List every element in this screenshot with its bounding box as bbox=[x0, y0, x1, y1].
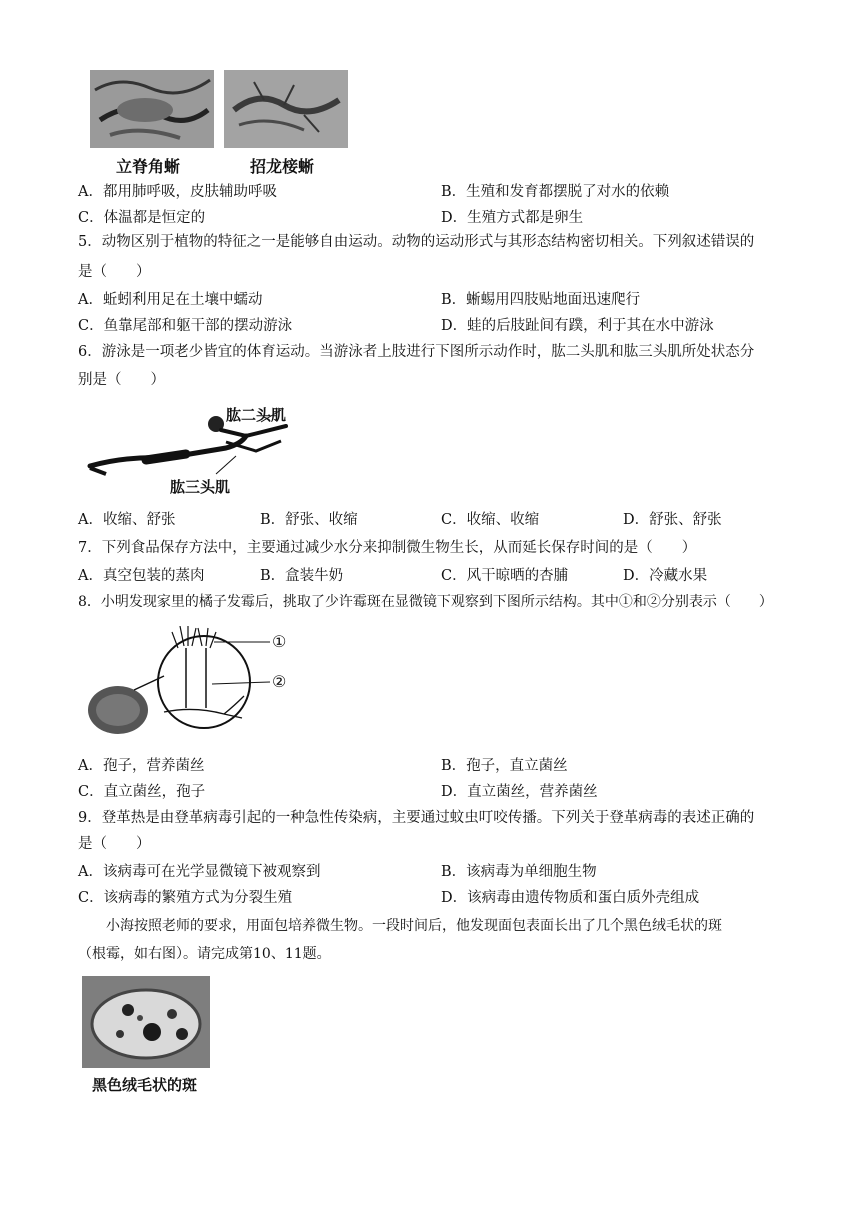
q9-stem-line2: 是（ ） bbox=[78, 836, 151, 852]
q8-option-b: B．孢子，直立菌丝 bbox=[441, 758, 568, 774]
q4-option-d: D．生殖方式都是卵生 bbox=[441, 210, 584, 226]
lizard-photo-right-drawing bbox=[224, 70, 348, 148]
mold-microscope-figure bbox=[84, 626, 294, 741]
q8-option-d: D．直立菌丝，营养菌丝 bbox=[441, 784, 598, 800]
q8-stem: 8．小明发现家里的橘子发霉后，挑取了少许霉斑在显微镜下观察到下图所示结构。其中①和②分别表示（ ） bbox=[78, 594, 773, 610]
marker-1: ① bbox=[272, 632, 287, 651]
q6-option-d: D．舒张、舒张 bbox=[623, 512, 722, 528]
figure-caption-left: 立脊角蜥 bbox=[116, 157, 181, 176]
q6-option-c: C．收缩、收缩 bbox=[441, 512, 540, 528]
lizard-photo-left-drawing bbox=[90, 70, 214, 148]
q6-stem-line1: 6．游泳是一项老少皆宜的体育运动。当游泳者上肢进行下图所示动作时，肱二头肌和肱三头肌所处状态分 bbox=[78, 344, 755, 360]
label-biceps: 肱二头肌 bbox=[226, 406, 287, 424]
q9-option-a: A．该病毒可在光学显微镜下被观察到 bbox=[78, 864, 321, 880]
label-triceps: 肱三头肌 bbox=[170, 478, 231, 496]
q7-option-d: D．冷藏水果 bbox=[623, 568, 708, 584]
q8-option-a: A．孢子，营养菌丝 bbox=[78, 758, 205, 774]
q6-option-b: B．舒张、收缩 bbox=[260, 512, 358, 528]
lizard-photo-right bbox=[224, 70, 348, 148]
q6-stem-line2: 别是（ ） bbox=[78, 372, 165, 388]
marker-2: ② bbox=[272, 672, 287, 691]
q5-option-c: C．鱼靠尾部和躯干部的摆动游泳 bbox=[78, 318, 293, 334]
q5-stem-line2: 是（ ） bbox=[78, 264, 151, 280]
q5-option-b: B．蜥蜴用四肢贴地面迅速爬行 bbox=[441, 292, 641, 308]
q7-option-b: B．盒装牛奶 bbox=[260, 568, 344, 584]
passage-line1: 小海按照老师的要求，用面包培养微生物。一段时间后，他发现面包表面长出了几个黑色绒毛状的斑 bbox=[106, 918, 722, 934]
q7-option-c: C．风干晾晒的杏脯 bbox=[441, 568, 569, 584]
lizard-photo-left bbox=[90, 70, 214, 148]
q9-option-c: C．该病毒的繁殖方式为分裂生殖 bbox=[78, 890, 293, 906]
q5-option-a: A．蚯蚓利用足在土壤中蠕动 bbox=[78, 292, 263, 308]
bread-mold-caption: 黑色绒毛状的斑 bbox=[92, 1076, 198, 1094]
bread-mold-drawing bbox=[82, 976, 210, 1068]
passage-line2: （根霉，如右图）。请完成第10、11题。 bbox=[78, 946, 331, 962]
q9-stem-line1: 9．登革热是由登革病毒引起的一种急性传染病，主要通过蚊虫叮咬传播。下列关于登革病毒的表述正确的 bbox=[78, 810, 755, 826]
q7-option-a: A．真空包装的蒸肉 bbox=[78, 568, 205, 584]
bread-mold-photo bbox=[82, 976, 210, 1068]
q6-option-a: A．收缩、舒张 bbox=[78, 512, 176, 528]
q4-option-a: A．都用肺呼吸，皮肤辅助呼吸 bbox=[78, 184, 277, 200]
q4-option-c: C．体温都是恒定的 bbox=[78, 210, 206, 226]
q8-option-c: C．直立菌丝，孢子 bbox=[78, 784, 206, 800]
q9-option-d: D．该病毒由遗传物质和蛋白质外壳组成 bbox=[441, 890, 700, 906]
q5-stem-line1: 5．动物区别于植物的特征之一是能够自由运动。动物的运动形式与其形态结构密切相关。下列叙述错误的 bbox=[78, 234, 755, 250]
q9-option-b: B．该病毒为单细胞生物 bbox=[441, 864, 597, 880]
figure-caption-right: 招龙椄蜥 bbox=[250, 157, 315, 176]
q4-option-b: B．生殖和发育都摆脱了对水的依赖 bbox=[441, 184, 670, 200]
q7-stem: 7．下列食品保存方法中，主要通过减少水分来抑制微生物生长，从而延长保存时间的是（ ） bbox=[78, 540, 697, 556]
q5-option-d: D．蛙的后肢趾间有蹼，利于其在水中游泳 bbox=[441, 318, 714, 334]
